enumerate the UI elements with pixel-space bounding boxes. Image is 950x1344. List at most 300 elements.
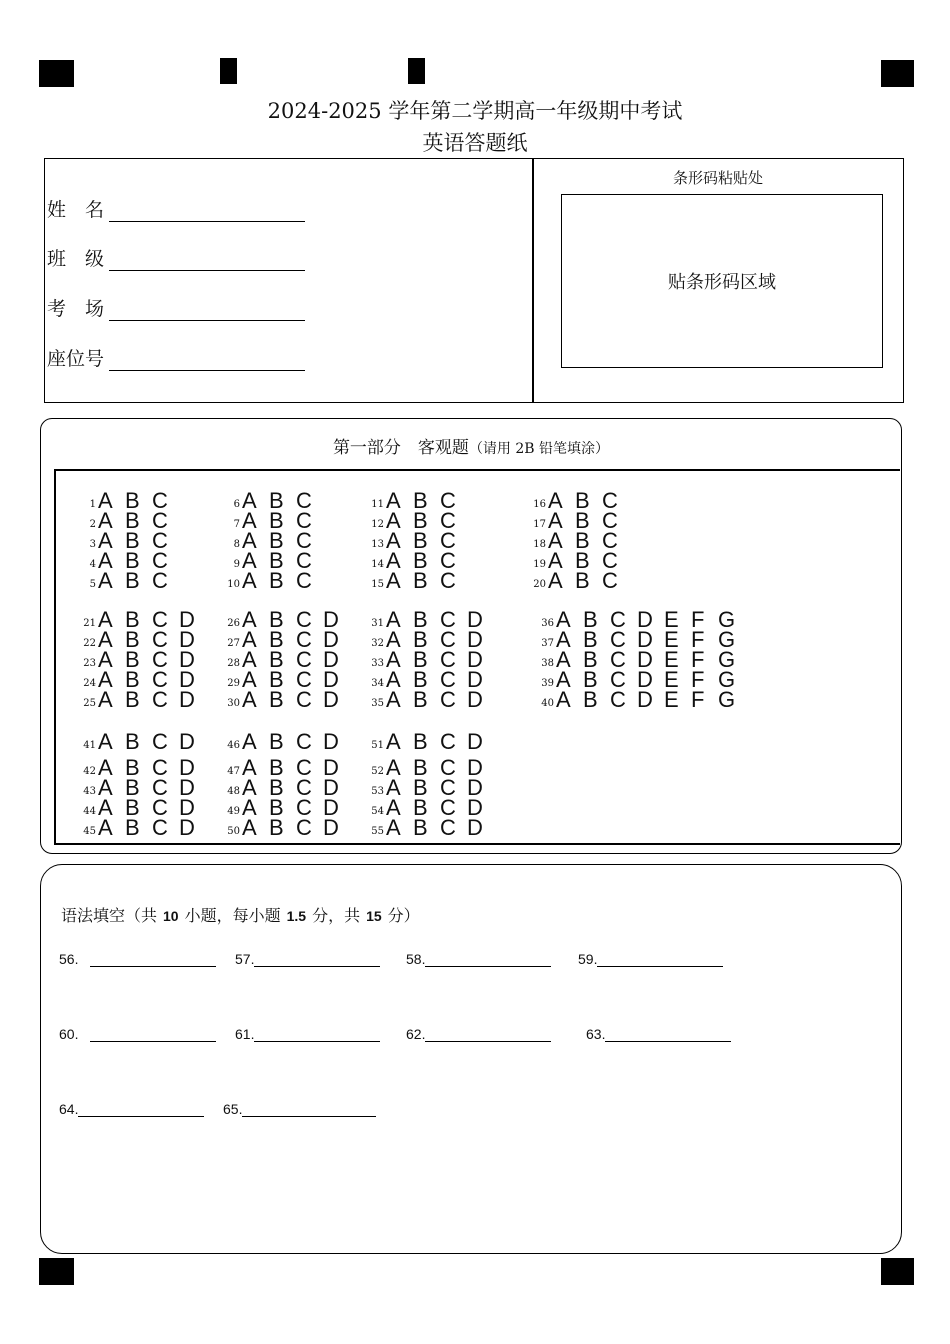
option-bubble[interactable]: C <box>602 528 618 553</box>
option-bubble[interactable]: D <box>179 627 195 652</box>
option-bubble[interactable]: D <box>467 647 483 672</box>
option-bubble[interactable]: D <box>637 687 653 712</box>
option-bubble[interactable]: A <box>98 647 113 672</box>
option-bubble[interactable]: C <box>440 729 456 754</box>
option-bubble[interactable]: E <box>664 627 679 652</box>
option-bubble[interactable]: F <box>691 687 705 712</box>
option-bubble[interactable]: C <box>602 508 618 533</box>
option-bubble[interactable]: C <box>296 607 312 632</box>
option-bubble[interactable]: D <box>467 795 483 820</box>
option-bubble[interactable]: C <box>152 729 168 754</box>
option-bubble[interactable]: D <box>179 647 195 672</box>
option-bubble[interactable]: F <box>691 607 705 632</box>
blank-line[interactable] <box>78 1102 204 1117</box>
option-bubble[interactable]: B <box>269 548 284 573</box>
option-bubble[interactable]: B <box>269 687 284 712</box>
option-bubble[interactable]: B <box>413 647 428 672</box>
blank-line[interactable] <box>90 952 216 967</box>
option-bubble[interactable]: D <box>637 647 653 672</box>
option-bubble[interactable]: B <box>575 488 590 513</box>
blank-line[interactable] <box>597 952 723 967</box>
question-number: 9 <box>233 559 240 570</box>
option-bubble[interactable]: A <box>548 568 563 593</box>
option-bubble[interactable]: C <box>296 795 312 820</box>
option-bubble[interactable]: A <box>386 795 401 820</box>
option-bubble[interactable]: B <box>125 815 140 840</box>
question-number: 50 <box>227 826 240 837</box>
option-bubble[interactable]: C <box>440 775 456 800</box>
option-bubble[interactable]: A <box>386 755 401 780</box>
option-bubble[interactable]: A <box>98 815 113 840</box>
option-bubble[interactable]: D <box>179 667 195 692</box>
option-bubble[interactable]: G <box>718 647 736 672</box>
option-bubble[interactable]: G <box>718 687 736 712</box>
option-bubble[interactable]: C <box>152 815 168 840</box>
option-bubble[interactable]: C <box>152 568 168 593</box>
option-bubble[interactable]: B <box>269 795 284 820</box>
option-bubble[interactable]: C <box>440 795 456 820</box>
option-bubble[interactable]: D <box>467 729 483 754</box>
option-bubble[interactable]: C <box>602 568 618 593</box>
question-number: 44 <box>83 806 96 817</box>
timing-mark <box>881 60 914 87</box>
question-number: 53 <box>371 786 384 797</box>
option-bubble[interactable]: A <box>242 815 257 840</box>
option-bubble[interactable]: C <box>440 687 456 712</box>
question-number: 35 <box>371 698 384 709</box>
question-number: 40 <box>541 698 554 709</box>
option-bubble[interactable]: C <box>296 647 312 672</box>
blank-line[interactable] <box>254 952 380 967</box>
option-bubble[interactable]: C <box>602 488 618 513</box>
option-bubble[interactable]: B <box>125 488 140 513</box>
question-number: 31 <box>371 618 384 629</box>
blank-line[interactable] <box>425 952 551 967</box>
option-bubble[interactable]: C <box>152 755 168 780</box>
blank-number: 56. <box>59 951 79 967</box>
answer-blank[interactable] <box>586 1026 731 1042</box>
option-bubble[interactable]: A <box>386 528 401 553</box>
option-bubble[interactable]: D <box>179 775 195 800</box>
answer-blank[interactable] <box>59 1101 204 1117</box>
answer-blank[interactable] <box>406 951 551 967</box>
option-bubble[interactable]: C <box>440 667 456 692</box>
objective-section <box>40 418 902 854</box>
question-number: 32 <box>371 638 384 649</box>
option-bubbles <box>98 729 206 754</box>
field-line[interactable] <box>109 348 305 371</box>
option-bubble[interactable]: B <box>125 607 140 632</box>
option-bubble[interactable]: C <box>152 795 168 820</box>
name-field[interactable] <box>47 195 305 222</box>
option-bubble[interactable]: F <box>691 627 705 652</box>
option-bubble[interactable]: B <box>125 667 140 692</box>
option-bubble[interactable]: B <box>269 667 284 692</box>
timing-mark <box>39 1258 74 1285</box>
option-bubble[interactable]: B <box>413 729 428 754</box>
option-bubble[interactable]: B <box>125 568 140 593</box>
field-line[interactable] <box>109 248 305 271</box>
question-row <box>220 687 350 712</box>
option-bubble[interactable]: B <box>583 627 598 652</box>
option-bubble[interactable]: C <box>440 508 456 533</box>
option-bubble[interactable]: B <box>269 528 284 553</box>
option-bubble[interactable]: D <box>467 607 483 632</box>
option-bubble[interactable]: D <box>637 607 653 632</box>
option-bubble[interactable]: D <box>323 647 339 672</box>
question-number: 18 <box>533 539 546 550</box>
option-bubble[interactable]: G <box>718 627 736 652</box>
option-bubble[interactable]: D <box>323 775 339 800</box>
option-bubble[interactable]: B <box>413 568 428 593</box>
option-bubble[interactable]: B <box>413 508 428 533</box>
option-bubble[interactable]: B <box>413 687 428 712</box>
option-bubble[interactable]: B <box>269 607 284 632</box>
option-bubble[interactable]: F <box>691 647 705 672</box>
option-bubble[interactable]: B <box>413 795 428 820</box>
blank-line[interactable] <box>254 1027 380 1042</box>
option-bubble[interactable]: D <box>637 667 653 692</box>
option-bubble[interactable]: A <box>556 607 571 632</box>
blank-number: 59. <box>578 951 598 967</box>
field-line[interactable] <box>109 199 305 222</box>
option-bubble[interactable]: C <box>610 687 626 712</box>
option-bubble[interactable]: B <box>269 815 284 840</box>
option-bubble[interactable]: B <box>583 607 598 632</box>
sheet-subtitle: 英语答题纸 <box>422 131 528 155</box>
option-bubble[interactable]: C <box>296 508 312 533</box>
question-row <box>364 815 494 840</box>
option-bubble[interactable]: C <box>440 488 456 513</box>
option-bubble[interactable]: A <box>386 568 401 593</box>
option-bubble[interactable]: A <box>386 607 401 632</box>
option-bubble[interactable]: A <box>98 729 113 754</box>
option-bubble[interactable]: F <box>691 667 705 692</box>
option-bubble[interactable]: B <box>125 647 140 672</box>
answer-blank[interactable] <box>235 951 380 967</box>
option-bubble[interactable]: B <box>269 627 284 652</box>
option-bubble[interactable]: B <box>583 647 598 672</box>
question-number: 36 <box>541 618 554 629</box>
option-bubble[interactable]: A <box>386 647 401 672</box>
option-bubble[interactable]: A <box>548 488 563 513</box>
blank-line[interactable] <box>425 1027 551 1042</box>
option-bubble[interactable]: A <box>98 568 113 593</box>
option-bubble[interactable]: D <box>637 627 653 652</box>
option-bubble[interactable]: B <box>413 627 428 652</box>
question-count: 10 <box>163 908 179 924</box>
option-bubble[interactable]: A <box>242 627 257 652</box>
option-bubble[interactable]: B <box>575 508 590 533</box>
option-bubble[interactable]: A <box>548 528 563 553</box>
option-bubble[interactable]: A <box>242 528 257 553</box>
option-bubbles <box>548 568 629 593</box>
option-bubble[interactable]: C <box>440 568 456 593</box>
option-bubble[interactable]: D <box>467 667 483 692</box>
question-row <box>364 687 494 712</box>
option-bubble[interactable]: D <box>179 729 195 754</box>
option-bubbles <box>242 687 350 712</box>
objective-note: （请用 2B 铅笔填涂） <box>468 441 610 457</box>
option-bubble[interactable]: G <box>718 607 736 632</box>
blank-line[interactable] <box>242 1102 376 1117</box>
option-bubble[interactable]: C <box>440 548 456 573</box>
option-bubble[interactable]: D <box>467 627 483 652</box>
question-row <box>220 568 323 593</box>
option-bubble[interactable]: B <box>269 755 284 780</box>
option-bubble[interactable]: B <box>413 528 428 553</box>
option-bubble[interactable]: C <box>440 528 456 553</box>
option-bubble[interactable]: A <box>242 775 257 800</box>
option-bubble[interactable]: B <box>269 775 284 800</box>
option-bubble[interactable]: A <box>386 729 401 754</box>
option-bubble[interactable]: A <box>98 667 113 692</box>
option-bubble[interactable]: C <box>152 687 168 712</box>
option-bubble[interactable]: D <box>323 755 339 780</box>
field-label: 考 场 <box>47 298 105 320</box>
option-bubble[interactable]: A <box>98 755 113 780</box>
answer-blank[interactable] <box>235 1026 380 1042</box>
option-bubble[interactable]: D <box>467 687 483 712</box>
option-bubble[interactable]: A <box>556 647 571 672</box>
option-bubble[interactable]: A <box>242 687 257 712</box>
question-number: 48 <box>227 786 240 797</box>
option-bubble[interactable]: D <box>467 755 483 780</box>
option-bubble[interactable]: D <box>179 687 195 712</box>
option-bubbles <box>242 729 350 754</box>
question-row <box>364 729 494 754</box>
option-bubble[interactable]: C <box>296 729 312 754</box>
option-bubble[interactable]: A <box>242 795 257 820</box>
option-bubble[interactable]: B <box>413 775 428 800</box>
option-bubble[interactable]: B <box>125 627 140 652</box>
option-bubble[interactable]: C <box>296 667 312 692</box>
option-bubble[interactable]: C <box>440 627 456 652</box>
question-number: 29 <box>227 678 240 689</box>
option-bubble[interactable]: C <box>296 775 312 800</box>
option-bubble[interactable]: D <box>323 627 339 652</box>
option-bubble[interactable]: B <box>125 755 140 780</box>
option-bubble[interactable]: C <box>152 627 168 652</box>
option-bubble[interactable]: B <box>413 548 428 573</box>
option-bubble[interactable]: A <box>548 548 563 573</box>
option-bubble[interactable]: C <box>296 755 312 780</box>
option-bubble[interactable]: A <box>98 795 113 820</box>
field-label: 姓 名 <box>47 199 105 221</box>
option-bubble[interactable]: A <box>242 488 257 513</box>
option-bubble[interactable]: B <box>413 755 428 780</box>
answer-blank[interactable] <box>59 951 216 967</box>
option-bubble[interactable]: B <box>413 488 428 513</box>
option-bubble[interactable]: B <box>413 607 428 632</box>
option-bubble[interactable]: C <box>152 548 168 573</box>
option-bubble[interactable]: E <box>664 607 679 632</box>
option-bubble[interactable]: C <box>440 647 456 672</box>
option-bubble[interactable]: C <box>296 815 312 840</box>
option-bubble[interactable]: C <box>440 815 456 840</box>
option-bubble[interactable]: E <box>664 667 679 692</box>
option-bubble[interactable]: A <box>242 548 257 573</box>
option-bubble[interactable]: B <box>583 687 598 712</box>
blank-number: 63. <box>586 1026 606 1042</box>
question-number: 11 <box>371 499 384 510</box>
option-bubble[interactable]: C <box>440 755 456 780</box>
field-label: 座位号 <box>47 348 105 370</box>
option-bubble[interactable]: B <box>575 528 590 553</box>
question-number: 10 <box>227 579 240 590</box>
option-bubble[interactable]: A <box>98 687 113 712</box>
option-bubble[interactable]: C <box>152 607 168 632</box>
option-bubble[interactable]: A <box>98 607 113 632</box>
objective-title <box>41 433 901 458</box>
option-bubble[interactable]: E <box>664 647 679 672</box>
option-bubble[interactable]: C <box>610 647 626 672</box>
option-bubble[interactable]: D <box>179 815 195 840</box>
blank-number: 64. <box>59 1101 79 1117</box>
option-bubble[interactable]: C <box>296 488 312 513</box>
option-bubble[interactable]: C <box>152 775 168 800</box>
option-bubble[interactable]: A <box>242 667 257 692</box>
option-bubble[interactable]: C <box>152 488 168 513</box>
option-bubble[interactable]: B <box>413 815 428 840</box>
option-bubble[interactable]: C <box>152 647 168 672</box>
option-bubble[interactable]: G <box>718 667 736 692</box>
points-each: 1.5 <box>286 908 307 924</box>
option-bubble[interactable]: A <box>242 568 257 593</box>
answer-blank[interactable] <box>406 1026 551 1042</box>
option-bubble[interactable]: A <box>386 627 401 652</box>
option-bubble[interactable]: B <box>125 687 140 712</box>
option-bubble[interactable]: A <box>386 775 401 800</box>
option-bubble[interactable]: B <box>125 775 140 800</box>
option-bubble[interactable]: D <box>467 775 483 800</box>
option-bubbles <box>556 687 745 712</box>
option-bubble[interactable]: A <box>98 528 113 553</box>
option-bubble[interactable]: C <box>440 607 456 632</box>
grammar-section <box>40 864 902 1254</box>
question-number: 16 <box>533 499 546 510</box>
option-bubble[interactable]: C <box>610 607 626 632</box>
option-bubble[interactable]: D <box>179 795 195 820</box>
option-bubble[interactable]: A <box>386 508 401 533</box>
option-bubble[interactable]: C <box>610 667 626 692</box>
option-bubble[interactable]: A <box>98 548 113 573</box>
option-bubble[interactable]: B <box>125 548 140 573</box>
option-bubble[interactable]: E <box>664 687 679 712</box>
option-bubble[interactable]: B <box>583 667 598 692</box>
option-bubble[interactable]: B <box>269 568 284 593</box>
option-bubble[interactable]: D <box>179 607 195 632</box>
option-bubble[interactable]: A <box>242 755 257 780</box>
option-bubble[interactable]: A <box>98 488 113 513</box>
question-number: 28 <box>227 658 240 669</box>
option-bubble[interactable]: A <box>386 488 401 513</box>
option-bubble[interactable]: D <box>323 687 339 712</box>
option-bubble[interactable]: C <box>152 528 168 553</box>
blank-number: 65. <box>223 1101 243 1117</box>
option-bubble[interactable]: B <box>125 528 140 553</box>
option-bubble[interactable]: A <box>386 687 401 712</box>
barcode-title: 条形码粘贴处 <box>672 169 763 187</box>
seat-number-field[interactable] <box>47 344 305 371</box>
option-bubble[interactable]: B <box>125 508 140 533</box>
answer-blank[interactable] <box>578 951 723 967</box>
option-bubble[interactable]: C <box>152 667 168 692</box>
option-bubble[interactable]: A <box>242 508 257 533</box>
class-field[interactable] <box>47 244 305 271</box>
blank-line[interactable] <box>605 1027 731 1042</box>
option-bubble[interactable]: B <box>269 729 284 754</box>
option-bubble[interactable]: C <box>296 627 312 652</box>
option-bubble[interactable]: C <box>296 548 312 573</box>
grammar-title <box>61 903 420 926</box>
option-bubble[interactable]: B <box>269 647 284 672</box>
field-line[interactable] <box>109 298 305 321</box>
option-bubble[interactable]: D <box>323 729 339 754</box>
option-bubble[interactable]: C <box>296 568 312 593</box>
option-bubble[interactable]: B <box>269 488 284 513</box>
option-bubble[interactable]: B <box>575 548 590 573</box>
option-bubbles <box>386 729 494 754</box>
question-number: 14 <box>371 559 384 570</box>
option-bubble[interactable]: C <box>296 687 312 712</box>
option-bubble[interactable]: A <box>98 508 113 533</box>
question-number: 26 <box>227 618 240 629</box>
option-bubble[interactable]: D <box>323 607 339 632</box>
option-bubble[interactable]: A <box>548 508 563 533</box>
option-bubble[interactable]: A <box>98 627 113 652</box>
question-number: 30 <box>227 698 240 709</box>
question-number: 2 <box>89 519 96 530</box>
option-bubble[interactable]: D <box>323 795 339 820</box>
option-bubble[interactable]: A <box>386 548 401 573</box>
answer-blank[interactable] <box>223 1101 376 1117</box>
option-bubble[interactable]: A <box>556 687 571 712</box>
option-bubble[interactable]: B <box>125 729 140 754</box>
question-number: 19 <box>533 559 546 570</box>
option-bubble[interactable]: C <box>602 548 618 573</box>
question-number: 39 <box>541 678 554 689</box>
student-info-box <box>44 158 904 403</box>
answer-blank[interactable] <box>59 1026 216 1042</box>
option-bubble[interactable]: B <box>575 568 590 593</box>
question-number: 17 <box>533 519 546 530</box>
option-bubble[interactable]: A <box>242 647 257 672</box>
option-bubble[interactable]: C <box>610 627 626 652</box>
option-bubble[interactable]: A <box>386 815 401 840</box>
question-number: 46 <box>227 740 240 751</box>
option-bubble[interactable]: B <box>269 508 284 533</box>
option-bubble[interactable]: D <box>467 815 483 840</box>
option-bubble[interactable]: C <box>296 528 312 553</box>
option-bubble[interactable]: D <box>323 667 339 692</box>
option-bubble[interactable]: D <box>179 755 195 780</box>
option-bubble[interactable]: A <box>386 667 401 692</box>
divider <box>532 159 534 402</box>
option-bubble[interactable]: A <box>556 627 571 652</box>
option-bubble[interactable]: B <box>125 795 140 820</box>
option-bubble[interactable]: A <box>98 775 113 800</box>
option-bubble[interactable]: A <box>242 607 257 632</box>
option-bubble[interactable]: A <box>556 667 571 692</box>
blank-line[interactable] <box>90 1027 216 1042</box>
option-bubble[interactable]: B <box>413 667 428 692</box>
exam-room-field[interactable] <box>47 294 305 321</box>
option-bubble[interactable]: A <box>242 729 257 754</box>
question-number: 23 <box>83 658 96 669</box>
option-bubble[interactable]: C <box>152 508 168 533</box>
option-bubble[interactable]: D <box>323 815 339 840</box>
